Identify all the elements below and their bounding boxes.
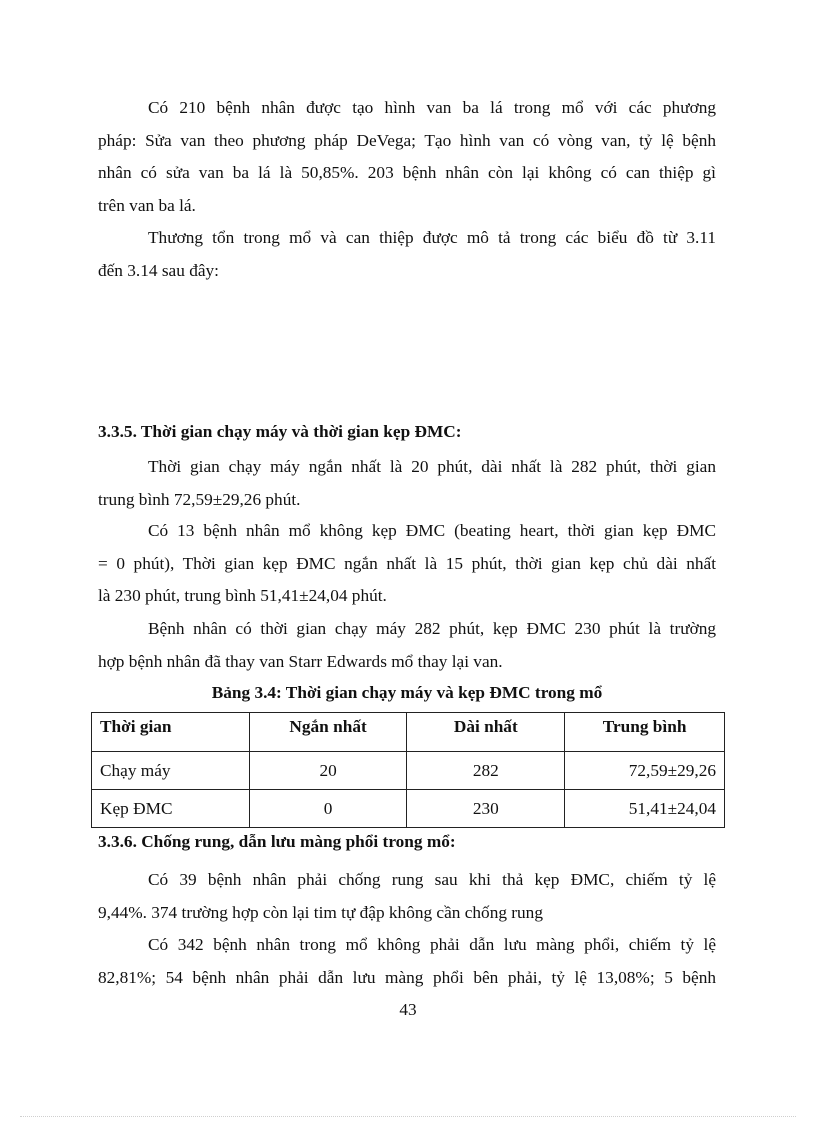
section-heading-3-3-6: 3.3.6. Chống rung, dẫn lưu màng phổi trong mổ:	[98, 832, 456, 851]
table-cell: 230	[407, 790, 565, 828]
text-line: đến 3.14 sau đây:	[98, 260, 219, 280]
section-heading-3-3-5: 3.3.5. Thời gian chạy máy và thời gian kẹp ĐMC:	[98, 422, 462, 441]
table-cell: Chạy máy	[92, 752, 250, 790]
text-line: Bệnh nhân có thời gian chạy máy 282 phút, kẹp ĐMC 230 phút là trường	[148, 619, 716, 638]
table-row	[92, 790, 725, 828]
text-line: Có 342 bệnh nhân trong mổ không phải dẫn lưu màng phổi, chiếm tỷ lệ	[148, 935, 716, 954]
text-line: Thương tổn trong mổ và can thiệp được mô tả trong các biểu đồ từ 3.11	[148, 228, 716, 247]
table-caption: Bảng 3.4: Thời gian chạy máy và kẹp ĐMC trong mổ	[211, 683, 603, 702]
text-line: = 0 phút), Thời gian kẹp ĐMC ngắn nhất là 15 phút, thời gian kẹp chủ dài nhất	[98, 553, 716, 573]
paragraph-clamp-time	[98, 515, 716, 613]
page-number: 43	[399, 1000, 417, 1019]
text-line: trên van ba lá.	[98, 195, 196, 215]
text-line: Thời gian chạy máy ngắn nhất là 20 phút, dài nhất là 282 phút, thời gian	[148, 457, 716, 476]
table-cell: 0	[249, 790, 407, 828]
paragraph-defibrillation	[98, 864, 716, 929]
bypass-clamp-table	[91, 712, 725, 828]
table-cell: 20	[249, 752, 407, 790]
page-bottom-divider	[20, 1116, 796, 1117]
table-header-cell: Thời gian	[92, 713, 250, 752]
text-line: pháp: Sửa van theo phương pháp DeVega; Tạo hình van có vòng van, tỷ lệ bệnh	[98, 130, 716, 150]
table-cell: 282	[407, 752, 565, 790]
table-header-cell: Trung bình	[565, 713, 725, 752]
table-header-cell: Dài nhất	[407, 713, 565, 752]
paragraph-bypass-time	[98, 451, 716, 516]
table-header-cell: Ngắn nhất	[249, 713, 407, 752]
table-cell: Kẹp ĐMC	[92, 790, 250, 828]
table-cell: 72,59±29,26	[565, 752, 725, 790]
text-line: là 230 phút, trung bình 51,41±24,04 phút.	[98, 586, 387, 605]
table-row	[92, 752, 725, 790]
text-line: trung bình 72,59±29,26 phút.	[98, 489, 301, 509]
table-cell: 51,41±24,04	[565, 790, 725, 828]
text-line: nhân có sửa van ba lá là 50,85%. 203 bệnh nhân còn lại không có can thiệp gì	[98, 163, 716, 182]
text-line: 82,81%; 54 bệnh nhân phải dẫn lưu màng phổi bên phải, tỷ lệ 13,08%; 5 bệnh	[98, 967, 716, 987]
text-line: Có 210 bệnh nhân được tạo hình van ba lá trong mổ với các phương	[148, 98, 716, 117]
text-line: Có 13 bệnh nhân mổ không kẹp ĐMC (beating heart, thời gian kẹp ĐMC	[148, 521, 716, 540]
text-line: Có 39 bệnh nhân phải chống rung sau khi thả kẹp ĐMC, chiếm tỷ lệ	[148, 870, 716, 889]
text-line: 9,44%. 374 trường hợp còn lại tim tự đập không cần chống rung	[98, 902, 543, 922]
text-line: hợp bệnh nhân đã thay van Starr Edwards mổ thay lại van.	[98, 651, 503, 671]
paragraph-lesions-intro	[98, 222, 716, 287]
paragraph-longest-case	[98, 613, 716, 678]
paragraph-valve-repair	[98, 92, 716, 222]
paragraph-pleural-drainage	[98, 929, 716, 994]
table-header-row	[92, 713, 725, 752]
